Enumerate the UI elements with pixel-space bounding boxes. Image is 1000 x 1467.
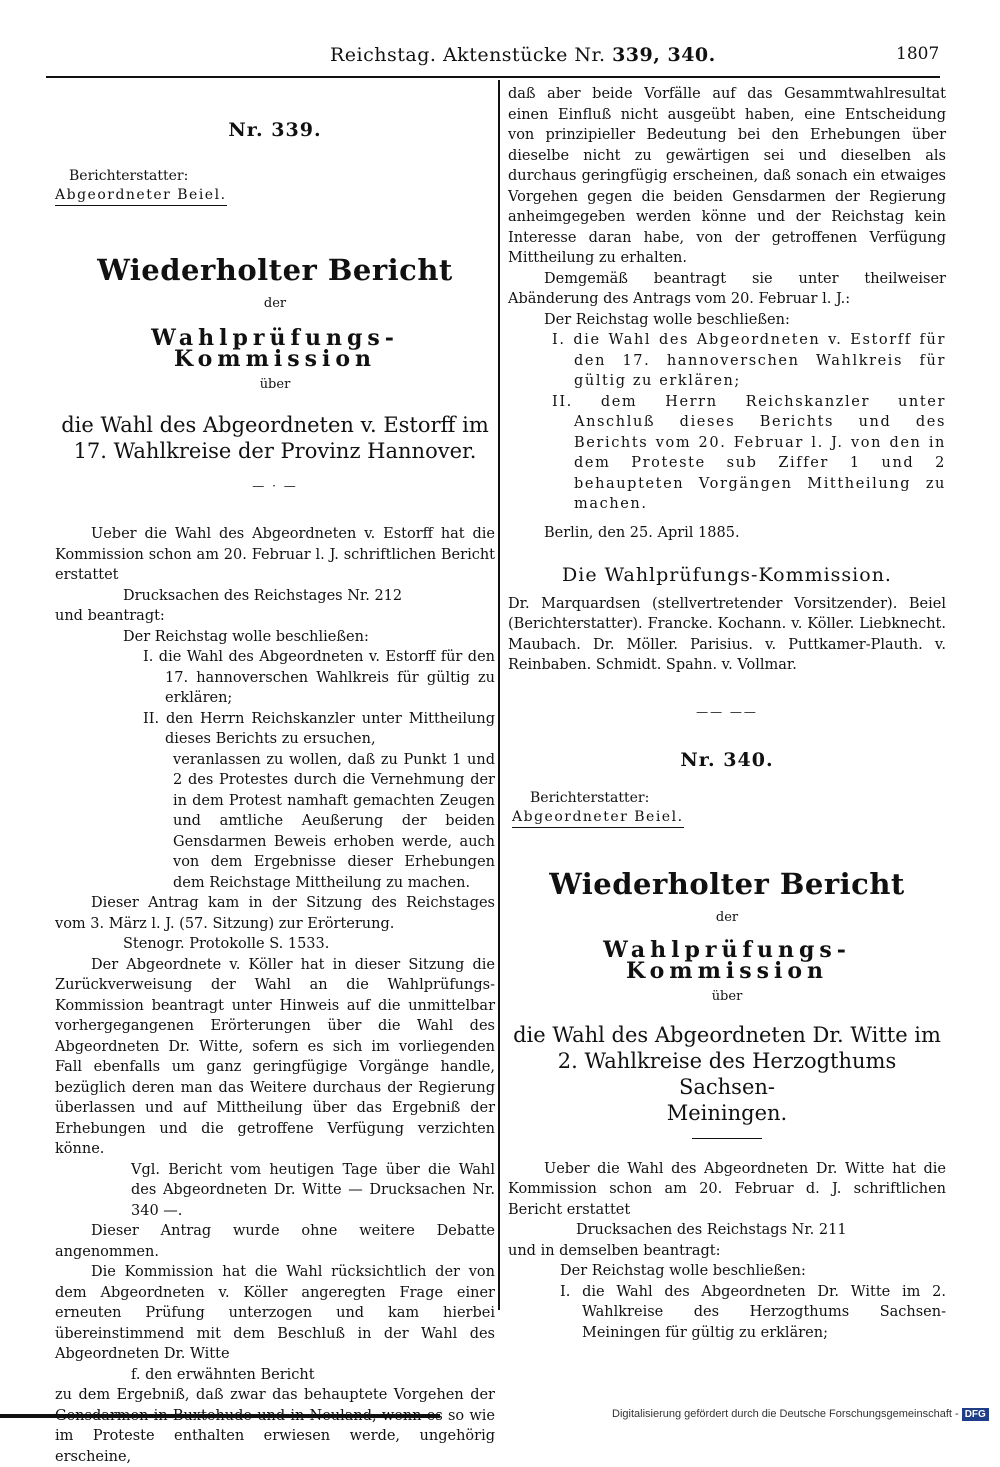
right-column <box>508 84 946 1343</box>
motion-item-2: II. den Herrn Reichskanzler unter Mittheilung dieses Berichts zu ersuchen, <box>143 710 495 747</box>
commission-name: Wahlprüfungs-Kommission <box>151 325 399 372</box>
column-divider <box>498 80 500 1310</box>
paragraph: Demgemäß beantragt sie unter theilweiser Abänderung des Antrags vom 20. Februar l. J.: <box>508 270 946 307</box>
reference: f. den erwähnten Bericht <box>131 1366 315 1383</box>
reporter-name: Abgeordneter Beiel. <box>512 808 684 828</box>
motion-intro: Der Reichstag wolle beschließen: <box>123 628 369 645</box>
running-header <box>330 44 716 66</box>
reference: Drucksachen des Reichstages Nr. 212 <box>123 587 403 604</box>
report-number: Nr. 339. <box>228 119 322 141</box>
subject-line-1: die Wahl des Abgeordneten Dr. Witte im <box>513 1022 941 1047</box>
paragraph: Dieser Antrag wurde ohne weitere Debatte angenommen. <box>55 1223 495 1260</box>
header-rule <box>46 76 940 78</box>
paragraph: Die Kommission hat die Wahl rücksichtlich der von dem Abgeordneten v. Köller angeregten Frage einer erneuten Prüfung unterzogen und kam hierbei übereinstimmend mit dem Beschluß in der Wahl des Abgeordneten Dr. Witte <box>55 1264 495 1362</box>
motion-item-2: II. dem Herrn Reichskanzler unter Anschluß dieses Berichts und des Berichts vom 20. Februar l. J. von den in dem Proteste sub Ziffer 1 und 2 behaupteten Vorgängen Mittheilung zu machen. <box>552 393 946 512</box>
reference: Stenogr. Protokolle S. 1533. <box>123 936 330 952</box>
subject-line-2: 17. Wahlkreise der Provinz Hannover. <box>73 438 477 463</box>
dfg-logo: DFG <box>962 1408 989 1421</box>
left-column <box>55 84 495 1467</box>
separator: —— —— <box>696 704 758 719</box>
page-number: 1807 <box>896 44 940 64</box>
signatories: Dr. Marquardsen (stellvertretender Vorsitzender). Beiel (Berichterstatter). Francke. Kochann. v. Köller. Liebknecht. Maubach. Dr. Möller. Parisius. v. Puttkamer-Plauth. v. Reinbaben. Schmidt. Spahn. v. Vollmar. <box>508 595 946 673</box>
footer-rule <box>0 1414 440 1418</box>
date-line: Berlin, den 25. April 1885. <box>544 524 740 541</box>
report-title: Wiederholter Bericht <box>97 252 453 287</box>
reporter-label: Berichterstatter: <box>69 167 189 184</box>
title-ueber: über <box>259 377 291 392</box>
reference: Drucksachen des Reichstags Nr. 211 <box>576 1222 847 1238</box>
paragraph-end: zu dem Ergebniß, daß zwar das behauptete Vorgehen der Gensdarmen in Buxtehude und in Neuland, wenn es so wie im Proteste enthalten erwiesen werde, ungehörig erscheine, <box>55 1387 495 1465</box>
title-der: der <box>263 295 287 311</box>
report-title: Wiederholter Bericht <box>549 866 905 901</box>
subject-line-1: die Wahl des Abgeordneten v. Estorff im <box>61 412 489 437</box>
report-number: Nr. 340. <box>680 749 774 771</box>
signature-title: Die Wahlprüfungs-Kommission. <box>562 564 892 586</box>
paragraph: daß aber beide Vorfälle auf das Gesammtwahlresultat einen Einfluß nicht ausgeübt haben, eine Entscheidung von prinzipieller Bedeutung bei den Erhebungen über dieselbe nicht zu gewärtigen sei und dieselben als durchaus geringfügig erscheinen, daß sonach ein etwaiges Vorgehen gegen die beiden Gensdarmen der Regierung anheimgegeben werden könne und der Reichstag kein Interesse daran habe, von der getroffenen Verfügung Mittheilung zu erhalten. <box>508 86 946 266</box>
paragraph-end: und in demselben beantragt: <box>508 1242 721 1259</box>
motion-item-1: I. die Wahl des Abgeordneten v. Estorff für den 17. hannoverschen Wahlkreis für gültig zu erklären; <box>552 332 946 389</box>
motion-item-1: I. die Wahl des Abgeordneten Dr. Witte im 2. Wahlkreise des Herzogthums Sachsen-Meiningen für gültig zu erklären; <box>560 1283 946 1341</box>
separator: — · — <box>252 478 298 493</box>
motion-item-1: I. die Wahl des Abgeordneten v. Estorff für den 17. hannoverschen Wahlkreis für gültig zu erklären; <box>143 649 495 706</box>
paragraph: Der Abgeordnete v. Köller hat in dieser Sitzung die Zurückverweisung der Wahl an die Wahlprüfungs-Kommission beantragt unter Hinweis auf die unmittelbar vorhergegangenen Erörterungen über die Wahl des Abgeordneten Dr. Witte, sofern es sich im vorliegenden Fall ebenfalls um ganz geringfügige Vorgänge handle, bezüglich deren man das Weitere durchaus der Regierung überlassen und auf Mittheilung über das Ergebniß der Erhebungen und die getroffene Verfügung verzichten könne. <box>55 956 495 1157</box>
title-ueber: über <box>711 989 743 1004</box>
motion-intro: Der Reichstag wolle beschließen: <box>560 1263 806 1279</box>
subject-line-2: 2. Wahlkreise des Herzogthums Sachsen- <box>557 1048 897 1099</box>
running-title: Reichstag. Aktenstücke Nr. <box>330 44 606 66</box>
title-der: der <box>715 909 739 925</box>
commission-name: Wahlprüfungs-Kommission <box>603 937 851 984</box>
motion-intro: Der Reichstag wolle beschließen: <box>544 311 790 328</box>
document-numbers: 339, 340. <box>612 44 716 66</box>
paragraph-end: und beantragt: <box>55 608 165 624</box>
paragraph: Dieser Antrag kam in der Sitzung des Reichstages vom 3. März l. J. (57. Sitzung) zur Erörterung. <box>55 895 495 932</box>
reporter-label: Berichterstatter: <box>530 789 650 806</box>
reference: Vgl. Bericht vom heutigen Tage über die Wahl des Abgeordneten Dr. Witte — Drucksachen Nr. 340 —. <box>131 1161 495 1219</box>
subject-line-3: Meiningen. <box>666 1100 788 1125</box>
paragraph: Ueber die Wahl des Abgeordneten v. Estorff hat die Kommission schon am 20. Februar l. J. schriftlichen Bericht erstattet <box>55 526 495 583</box>
motion-item-2-detail: veranlassen zu wollen, daß zu Punkt 1 und 2 des Protestes durch die Vernehmung der in dem Protest namhaft gemachten Zeugen und amtliche Aeußerung der beiden Gensdarmen Beweis erhoben werde, auch von dem Ergebnisse dieser Erhebungen dem Reichstage Mittheilung zu machen. <box>173 751 495 891</box>
funding-note <box>612 1408 989 1421</box>
paragraph: Ueber die Wahl des Abgeordneten Dr. Witte hat die Kommission schon am 20. Februar d. J. schriftlichen Bericht erstattet <box>508 1160 946 1218</box>
reporter-name: Abgeordneter Beiel. <box>55 186 227 206</box>
funding-text: Digitalisierung gefördert durch die Deutsche Forschungsgemeinschaft - <box>612 1408 959 1420</box>
